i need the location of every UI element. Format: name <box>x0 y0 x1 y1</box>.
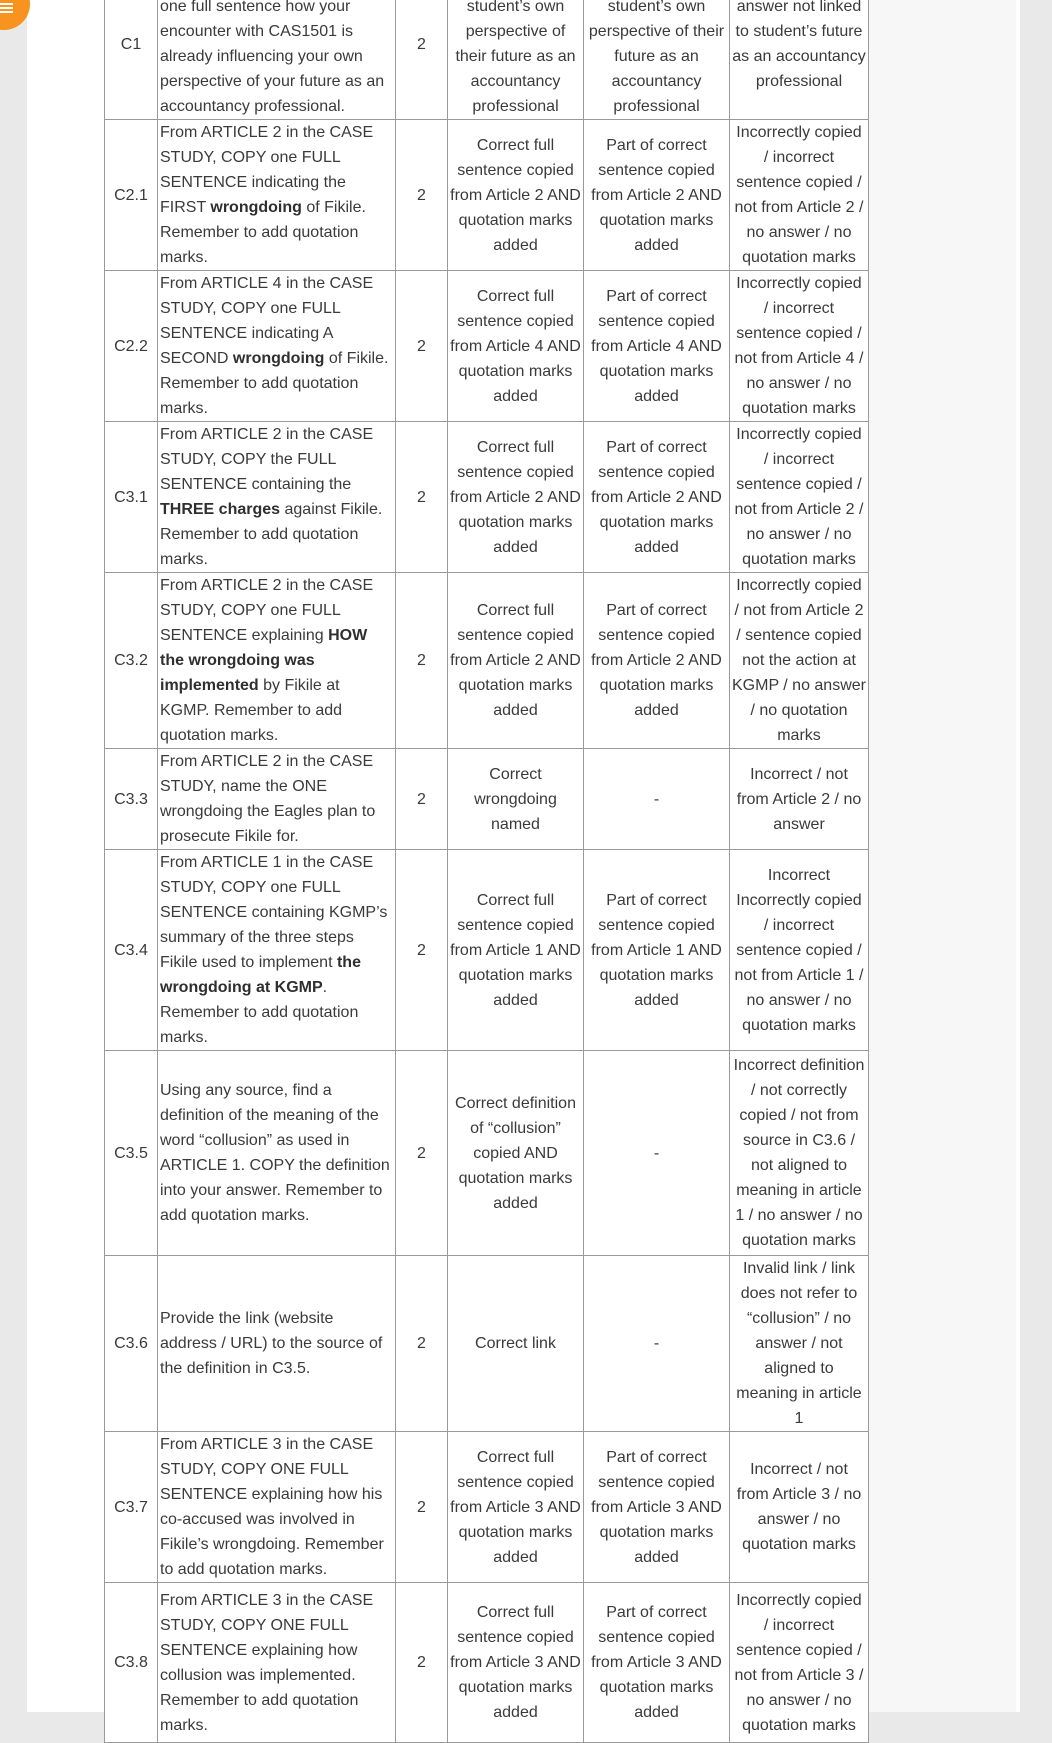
rubric-table <box>104 0 869 1743</box>
rubric-row <box>105 120 869 271</box>
zero-marks-criteria: Incorrectly copied / incorrect sentence copied / not from Article 4 / no answer / no quotation marks <box>730 271 869 422</box>
question-number: C3.8 <box>105 1583 158 1743</box>
zero-marks-criteria: answer not linked to student’s future as an accountancy professional <box>730 0 869 120</box>
partial-marks-criteria: Part of correct sentence copied from Article 2 AND quotation marks added <box>584 120 730 271</box>
rubric-row <box>105 1583 869 1743</box>
rubric-row <box>105 1256 869 1432</box>
question-text <box>158 749 396 850</box>
full-marks-criteria: Correct full sentence copied from Article 2 AND quotation marks added <box>448 120 584 271</box>
question-fragment: Using any source, find a definition of the meaning of the word “collusion” as used in ARTICLE 1. COPY the definition into your answer. Remember to add quotation marks. <box>160 1082 390 1224</box>
rubric-row <box>105 271 869 422</box>
marks-cell: 2 <box>396 749 448 850</box>
question-fragment: From ARTICLE 3 in the CASE STUDY, COPY ONE FULL SENTENCE explaining how collusion was implemented. Remember to add quotation marks. <box>160 1591 374 1734</box>
question-fragment: From ARTICLE 2 in the CASE STUDY, COPY the FULL SENTENCE containing the <box>160 426 374 493</box>
marks-cell: 2 <box>396 422 448 573</box>
question-text <box>158 1432 396 1583</box>
question-text <box>158 271 396 422</box>
question-text <box>158 1051 396 1256</box>
question-number: C3.4 <box>105 850 158 1051</box>
full-marks-criteria: Correct full sentence copied from Article 2 AND quotation marks added <box>448 573 584 749</box>
question-fragment: From ARTICLE 3 in the CASE STUDY, COPY ONE FULL SENTENCE explaining how his co-accused was involved in Fikile’s wrongdoing. Remember to add quotation marks. <box>160 1436 384 1578</box>
question-number: C3.3 <box>105 749 158 850</box>
marks-cell: 2 <box>396 120 448 271</box>
menu-button[interactable] <box>0 0 30 30</box>
question-fragment: From ARTICLE 2 in the CASE STUDY, name the ONE wrongdoing the Eagles plan to prosecute Fikile for. <box>160 753 376 845</box>
question-number: C1 <box>105 0 158 120</box>
full-marks-criteria: Correct full sentence copied from Article 4 AND quotation marks added <box>448 271 584 422</box>
question-fragment: of Fikile. Remember to add quotation marks. <box>160 199 366 266</box>
zero-marks-criteria: Incorrectly copied / not from Article 2 / sentence copied not the action at KGMP / no answer / no quotation marks <box>730 573 869 749</box>
question-emphasis: THREE charges <box>160 501 281 518</box>
question-number: C3.7 <box>105 1432 158 1583</box>
question-emphasis: the wrongdoing at KGMP <box>160 954 361 996</box>
full-marks-criteria: Correct full sentence copied from Article 1 AND quotation marks added <box>448 850 584 1051</box>
question-number: C2.2 <box>105 271 158 422</box>
question-number: C2.1 <box>105 120 158 271</box>
question-fragment: Provide the link (website address / URL) to the source of the definition in C3.5. <box>160 1310 383 1377</box>
question-text <box>158 850 396 1051</box>
question-fragment: of Fikile. Remember to add quotation marks. <box>160 350 389 417</box>
question-emphasis: wrongdoing <box>232 350 325 367</box>
question-number: C3.2 <box>105 573 158 749</box>
question-text <box>158 1256 396 1432</box>
full-marks-criteria: student’s own perspective of their future as an accountancy professional <box>448 0 584 120</box>
partial-marks-criteria: - <box>584 1051 730 1256</box>
zero-marks-criteria: Incorrect Incorrectly copied / incorrect sentence copied / not from Article 1 / no answer / no quotation marks <box>730 850 869 1051</box>
marks-cell: 2 <box>396 0 448 120</box>
marks-cell: 2 <box>396 1583 448 1743</box>
rubric-row <box>105 749 869 850</box>
question-text <box>158 0 396 120</box>
partial-marks-criteria: Part of correct sentence copied from Article 2 AND quotation marks added <box>584 573 730 749</box>
partial-marks-criteria: - <box>584 1256 730 1432</box>
marks-cell: 2 <box>396 1432 448 1583</box>
zero-marks-criteria: Incorrect definition / not correctly copied / not from source in C3.6 / not aligned to meaning in article 1 / no answer / no quotation marks <box>730 1051 869 1256</box>
question-text <box>158 1583 396 1743</box>
zero-marks-criteria: Invalid link / link does not refer to “collusion” / no answer / not aligned to meaning in article 1 <box>730 1256 869 1432</box>
partial-marks-criteria: Part of correct sentence copied from Article 3 AND quotation marks added <box>584 1432 730 1583</box>
marks-cell: 2 <box>396 573 448 749</box>
question-text <box>158 422 396 573</box>
partial-marks-criteria: Part of correct sentence copied from Article 1 AND quotation marks added <box>584 850 730 1051</box>
rubric-table-body <box>105 0 869 1743</box>
rubric-row <box>105 850 869 1051</box>
marks-cell: 2 <box>396 271 448 422</box>
question-fragment: one full sentence how your encounter with CAS1501 is already influencing your own perspective of your future as an accountancy professional. <box>160 0 385 115</box>
question-fragment: by Fikile at KGMP. Remember to add quotation marks. <box>160 677 343 744</box>
question-fragment: From ARTICLE 2 in the CASE STUDY, COPY one FULL SENTENCE indicating the FIRST <box>160 124 374 216</box>
zero-marks-criteria: Incorrectly copied / incorrect sentence copied / not from Article 2 / no answer / no quotation marks <box>730 120 869 271</box>
full-marks-criteria: Correct full sentence copied from Article 3 AND quotation marks added <box>448 1583 584 1743</box>
right-side-panel <box>864 0 1016 1712</box>
marks-cell: 2 <box>396 1051 448 1256</box>
question-fragment: . Remember to add quotation marks. <box>160 979 359 1046</box>
full-marks-criteria: Correct full sentence copied from Article 2 AND quotation marks added <box>448 422 584 573</box>
question-number: C3.1 <box>105 422 158 573</box>
full-marks-criteria: Correct definition of “collusion” copied AND quotation marks added <box>448 1051 584 1256</box>
zero-marks-criteria: Incorrect / not from Article 2 / no answer <box>730 749 869 850</box>
marks-cell: 2 <box>396 850 448 1051</box>
partial-marks-criteria: Part of correct sentence copied from Article 4 AND quotation marks added <box>584 271 730 422</box>
partial-marks-criteria: student’s own perspective of their future as an accountancy professional <box>584 0 730 120</box>
question-fragment: From ARTICLE 2 in the CASE STUDY, COPY one FULL SENTENCE explaining <box>160 577 374 644</box>
rubric-row <box>105 0 869 120</box>
partial-marks-criteria: Part of correct sentence copied from Article 3 AND quotation marks added <box>584 1583 730 1743</box>
rubric-row <box>105 422 869 573</box>
menu-icon <box>0 3 13 13</box>
question-emphasis: wrongdoing <box>210 199 302 216</box>
question-fragment: From ARTICLE 4 in the CASE STUDY, COPY one FULL SENTENCE indicating A SECOND <box>160 275 374 367</box>
zero-marks-criteria: Incorrectly copied / incorrect sentence copied / not from Article 3 / no answer / no quotation marks <box>730 1583 869 1743</box>
question-emphasis: HOW the wrongdoing was implemented <box>160 627 368 694</box>
marks-cell: 2 <box>396 1256 448 1432</box>
rubric-row <box>105 1051 869 1256</box>
rubric-row <box>105 1432 869 1583</box>
question-fragment: against Fikile. Remember to add quotation marks. <box>160 501 383 568</box>
partial-marks-criteria: Part of correct sentence copied from Article 2 AND quotation marks added <box>584 422 730 573</box>
full-marks-criteria: Correct wrongdoing named <box>448 749 584 850</box>
full-marks-criteria: Correct full sentence copied from Article 3 AND quotation marks added <box>448 1432 584 1583</box>
partial-marks-criteria: - <box>584 749 730 850</box>
question-text <box>158 120 396 271</box>
full-marks-criteria: Correct link <box>448 1256 584 1432</box>
page-content <box>27 0 1020 1734</box>
rubric-row <box>105 573 869 749</box>
question-number: C3.6 <box>105 1256 158 1432</box>
zero-marks-criteria: Incorrect / not from Article 3 / no answer / no quotation marks <box>730 1432 869 1583</box>
question-text <box>158 573 396 749</box>
zero-marks-criteria: Incorrectly copied / incorrect sentence copied / not from Article 2 / no answer / no quotation marks <box>730 422 869 573</box>
question-fragment: From ARTICLE 1 in the CASE STUDY, COPY one FULL SENTENCE containing KGMP’s summary of the three steps Fikile used to implement <box>160 854 388 971</box>
question-number: C3.5 <box>105 1051 158 1256</box>
